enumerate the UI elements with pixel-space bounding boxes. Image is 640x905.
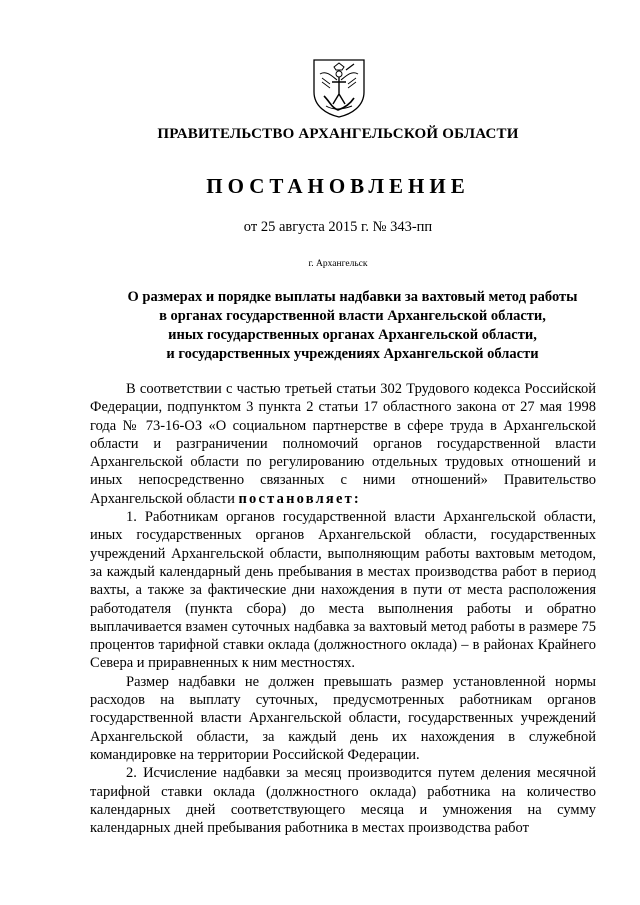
decree-word: постановляет:: [238, 490, 361, 507]
subject-line: и государственных учреждениях Архангельской области: [166, 346, 539, 362]
paragraph-preamble: [90, 380, 596, 508]
paragraph-item-2: 2. Исчисление надбавки за месяц производится путем деления месячной тарифной ставки оклада (должностного оклада) работника на количество календарных дней соответствующего месяца и умножения на сумму календарных дней пребывания работника в местах производства работ: [90, 765, 596, 837]
city: г. Архангельск: [308, 259, 368, 269]
document-body: [90, 380, 596, 837]
subject-line: иных государственных органах Архангельской области,: [168, 327, 537, 343]
coat-of-arms-icon: [310, 58, 368, 118]
subject-line: О размерах и порядке выплаты надбавки за вахтовый метод работы: [127, 289, 578, 305]
paragraph-allowance-limit: Размер надбавки не должен превышать размер установленной нормы расходов на выплату суточных, предусмотренных работникам органов государственной власти Архангельской области, государственных учреждений Архангельской области, за каждый день их нахождения в служебной командировке на территории Российской Федерации.: [90, 673, 596, 763]
preamble-text: В соответствии с частью третьей статьи 302 Трудового кодекса Российской Федерации, подпунктом 3 пункта 2 статьи 17 областного закона от 27 мая 1998 года № 73-16-ОЗ «О социальном партнерстве в сфере труда в Архангельской области и разграничении полномочий органов государственной власти Архангельской области по регулированию отдельных трудовых отношений и иных непосредственно связанных с ними отношений» Правительство Архангельской области: [90, 381, 596, 507]
date-and-number: от 25 августа 2015 г. № 343-пп: [243, 219, 433, 235]
document-subject: [100, 288, 605, 364]
government-name: ПРАВИТЕЛЬСТВО АРХАНГЕЛЬСКОЙ ОБЛАСТИ: [157, 126, 519, 142]
paragraph-item-1: 1. Работникам органов государственной власти Архангельской области, иных государственных органов Архангельской области, государственных учреждений Архангельской области, выполняющим работы вахтовым методом, за каждый календарный день пребывания в местах производства работ в период вахты, а также за фактические дни нахождения в пути от места расположения работодателя (пункта сбора) до места выполнения работы и обратно выплачивается взамен суточных надбавка за вахтовый метод работы в размере 75 процентов тарифной ставки оклада (должностного оклада) – в районах Крайнего Севера и приравненных к ним местностях.: [90, 509, 596, 672]
document-type: ПОСТАНОВЛЕНИЕ: [206, 174, 470, 198]
subject-line: в органах государственной власти Архангельской области,: [159, 308, 546, 324]
